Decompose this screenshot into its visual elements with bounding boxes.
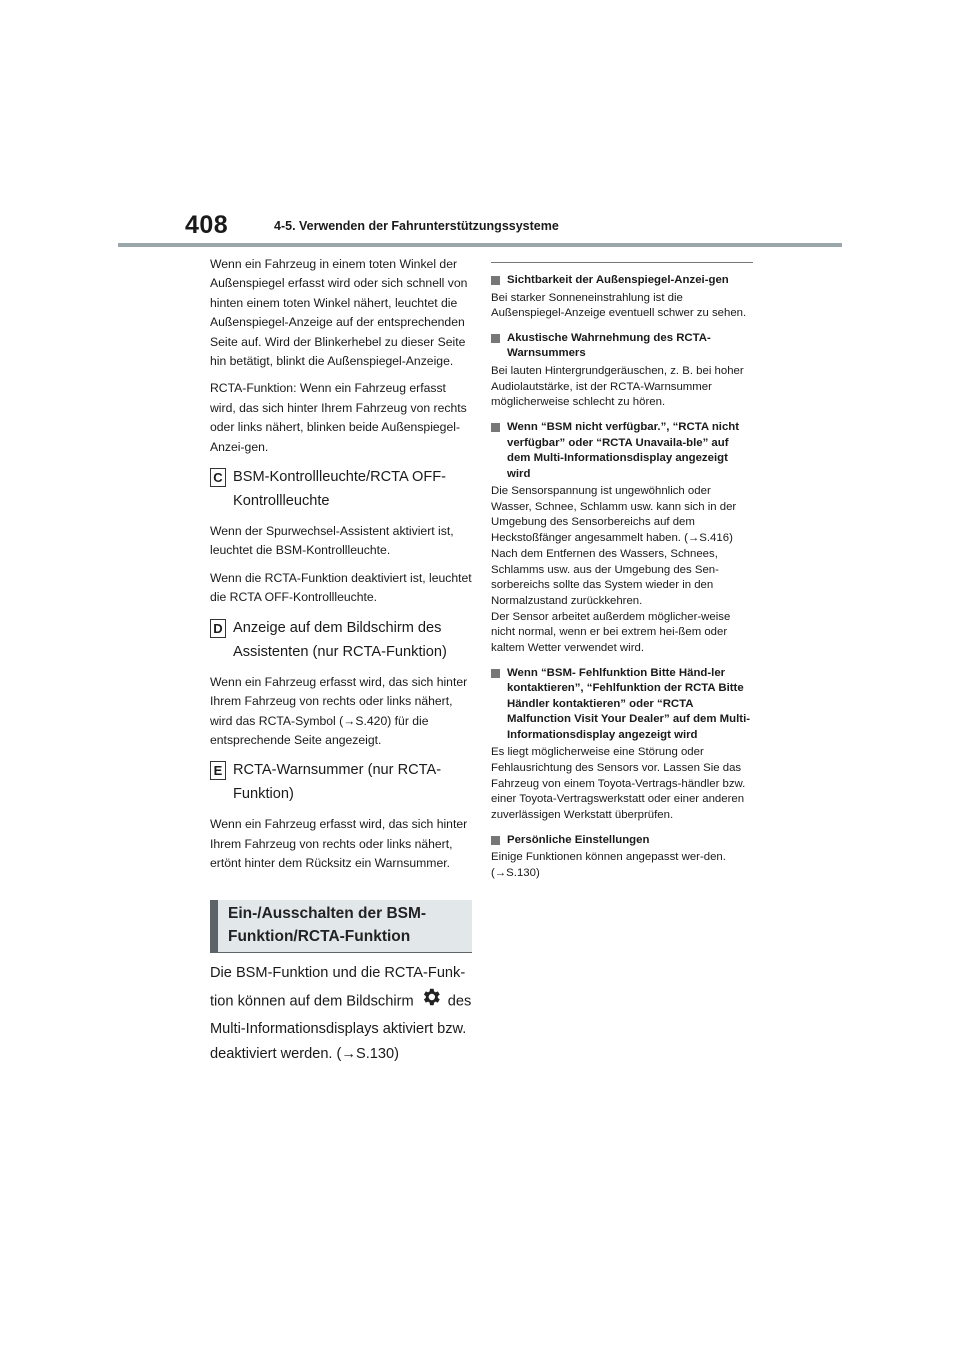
note-item [491,331,753,411]
chapter-title: 4-5. Verwenden der Fahrunterstützungssysteme [274,219,559,233]
section-text-after: des Multi-Informationsdisplays aktiviert bzw. deaktiviert werden. (→S.130) [210,992,472,1062]
note-body: Bei starker Sonneneinstrahlung ist die Außenspiegel-Anzeige eventuell schwer zu sehen. [491,291,747,320]
note-heading-text: Sichtbarkeit der Außenspiegel-Anzei-gen [507,274,729,286]
note-heading-text: Persönliche Einstellungen [507,833,650,846]
note-heading [491,666,753,744]
item-heading-text: Anzeige auf dem Bildschirm des Assistenten (nur RCTA-Funktion) [233,619,447,660]
left-column [210,255,472,1067]
item-heading-text: RCTA-Warnsummer (nur RCTA-Funktion) [233,762,442,803]
note-item [491,273,753,322]
note-item [491,833,753,882]
page-number: 408 [185,211,229,239]
header-rule [118,243,842,247]
note-heading [491,420,753,482]
item-heading-e [210,758,472,806]
note-bullet-icon [491,334,500,343]
note-heading [491,833,753,849]
right-column [491,262,753,891]
note-bullet-icon [491,276,500,285]
item-letter-badge: C [210,468,226,487]
item-paragraph: Wenn der Spurwechsel-Assistent aktiviert ist, leuchtet die BSM-Kontrollleuchte. [210,524,454,558]
paragraph-rcta-description: RCTA-Funktion: Wenn ein Fahrzeug erfasst wird, das sich hinter Ihrem Fahrzeug von rechts oder links nähert, blinken beide Außenspiegel-Anzei-gen. [210,381,467,454]
note-body: Bei lauten Hintergrundgeräuschen, z. B. bei hoher Audiolautstärke, ist der RCTA-Warnsummer möglicherweise schlecht zu hören. [491,364,744,409]
note-bullet-icon [491,423,500,432]
item-letter-badge: D [210,619,226,638]
item-heading-text: BSM-Kontrollleuchte/RCTA OFF-Kontrollleuchte [233,469,447,510]
note-item [491,666,753,824]
item-e [210,758,472,873]
item-heading-c [210,465,472,513]
note-body: Die Sensorspannung ist ungewöhnlich oder Wasser, Schnee, Schlamm usw. kann sich in der Umgebung des Sensorbereichs auf dem Heckstoßfänger angesammelt haben. (→S.416) Nach dem Entfernen des Wassers, Schnees, Schlamms usw. aus der Umgebung des Sen-sorbereichs sollte das System wieder in den Normalzustand zurückkehren. Der Sensor arbeitet außerdem möglicher-weise nicht normal, wenn er bei extrem hei-ßem oder kaltem Wetter verwendet wird. [491,485,737,655]
note-body: Einige Funktionen können angepasst wer-den. (→S.130) [491,851,726,879]
item-letter-badge: E [210,761,226,780]
item-paragraph: Wenn ein Fahrzeug erfasst wird, das sich hinter Ihrem Fahrzeug von rechts oder links nähert, wird das RCTA-Symbol (→S.420) für die entsprechende Seite angezeigt. [210,674,468,747]
paragraph-bsm-description: Wenn ein Fahrzeug in einem toten Winkel der Außenspiegel erfasst wird oder sich schnell von hinten einem toten Winkel nähert, leuchtet die Außenspiegel-Anzeige auf der entsprechenden Seite auf. Wird der Blinkerhebel zu dieser Seite hin betätigt, blinkt die Außenspiegel-Anzeige. [210,257,468,369]
note-heading-text: Akustische Wahrnehmung des RCTA-Warnsummers [507,331,711,360]
note-body: Es liegt möglicherweise eine Störung oder Fehlausrichtung des Sensors vor. Lassen Sie das Fahrzeug von einem Toyota-Vertrags-händler bzw. einer Toyota-Vertragswerkstatt oder einer anderen zuverlässigen Werkstatt überprüfen. [491,746,746,822]
item-paragraph: Wenn ein Fahrzeug erfasst wird, das sich hinter Ihrem Fahrzeug von rechts oder links nähert, ertönt hinter dem Rücksitz ein Warnsummer. [210,817,468,871]
item-d [210,616,472,751]
item-heading-d [210,616,472,664]
item-paragraph: Wenn die RCTA-Funktion deaktiviert ist, leuchtet die RCTA OFF-Kontrollleuchte. [210,570,472,605]
note-bullet-icon [491,669,500,678]
note-bullet-icon [491,836,500,845]
section-heading: Ein-/Ausschalten der BSM-Funktion/RCTA-Funktion [210,900,472,953]
section-text-before: Die BSM-Funktion und die RCTA-Funk-tion können auf dem Bildschirm [210,964,466,1009]
notes-rule [491,262,753,263]
note-heading-text: Wenn “BSM nicht verfügbar.”, “RCTA nicht verfügbar” oder “RCTA Unavaila-ble” auf dem Multi-Informationsdisplay angezeigt wird [507,421,740,480]
gear-icon [420,986,442,1017]
note-heading [491,273,753,289]
note-heading-text: Wenn “BSM- Fehlfunktion Bitte Händ-ler kontaktieren”, “Fehlfunktion der RCTA Bitte Händler kontaktieren” oder “RCTA Malfunction Visit Your Dealer” auf dem Multi-Informationsdisplay angezeigt wird [507,666,751,741]
section-paragraph [210,961,472,1067]
item-c [210,465,472,608]
note-heading [491,331,753,362]
note-item [491,420,753,657]
